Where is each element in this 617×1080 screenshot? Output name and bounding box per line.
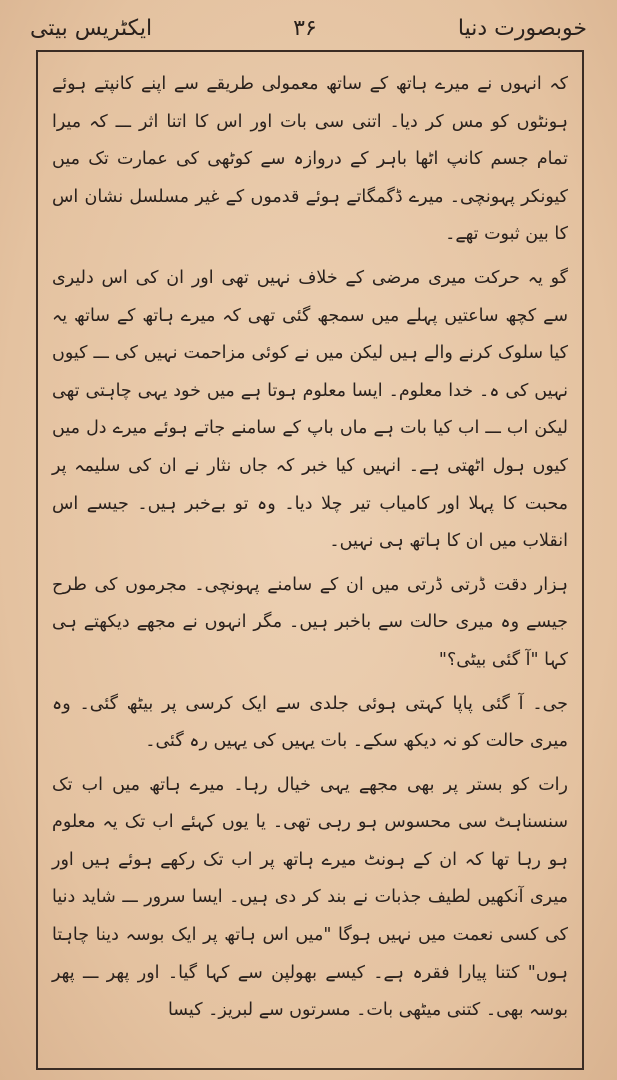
paragraph-3: ہزار دقت ڈرتی ڈرتی میں ان کے سامنے پہونچی۔ مجرموں کی طرح جیسے وہ میری حالت سے باخبر ہیں۔ مگر انہوں نے مجھے دیکھتے ہی کہا "آ گئی بیٹی؟" [52, 574, 568, 670]
paragraph-4: جی۔ آ گئی پاپا کہتی ہوئی جلدی سے ایک کرسی پر بیٹھ گئی۔ وہ میری حالت کو نہ دیکھ سکے۔ بات یہیں کی یہیں رہ گئی۔ [52, 693, 568, 752]
paragraph-1: کہ انہوں نے میرے ہاتھ کے ساتھ معمولی طریقے سے اپنے کانپتے ہوئے ہونٹوں کو مس کر دیا۔ اتنی سی بات اور اس کا اتنا اثر ـــ کہ میرا تمام جسم کانپ اٹھا باہر کے دروازہ سے کوٹھی کی عمارت تک میں کیونکر پہونچی۔ میرے ڈگمگاتے ہوئے قدموں کے غیر مسلسل نشان اس کا بین ثبوت تھے۔ [52, 74, 568, 245]
paragraph-2: گو یہ حرکت میری مرضی کے خلاف نہیں تھی اور ان کی اس دلیری سے کچھ ساعتیں پہلے میں سمجھ گئی تھی کہ میرے ہاتھ کے ساتھ یہ کیا سلوک کرنے والے ہیں لیکن میں نے کوئی مزاحمت نہیں کی ـــ کیوں نہیں کی ہ۔ خدا معلوم۔ ایسا معلوم ہوتا ہے میں خود یہی چاہتی تھی لیکن اب ـــ اب کیا بات ہے ماں باپ کے سامنے جاتے ہوئے میرے دل میں کیوں ہول اٹھتی ہے۔ انہیں کیا خبر کہ جاں نثار نے ان کی سلیمہ پر محبت کا پہلا اور کامیاب تیر چلا دیا۔ وہ تو بےخبر ہیں۔ جیسے اس انقلاب میں ان کا ہاتھ ہی نہیں۔ [52, 267, 568, 552]
page-header [30, 8, 587, 48]
page-number: ۳۶ [293, 15, 317, 41]
chapter-title: ایکٹریس بیتی [30, 15, 153, 41]
book-title: خوبصورت دنیا [457, 15, 587, 41]
text-frame [36, 50, 584, 1070]
paragraph-5: رات کو بستر پر بھی مجھے یہی خیال رہا۔ میرے ہاتھ میں اب تک سنسناہٹ سی محسوس ہو رہی تھی۔ یا یوں کہئے اب تک یہ معلوم ہو رہا تھا کہ ان کے ہونٹ میرے ہاتھ پر اب تک رکھے ہوئے ہیں اور میری آنکھیں لطیف جذبات نے بند کر دی ہیں۔ ایسا سرور ـــ شاید دنیا کی کسی نعمت میں نہیں ہوگا "میں اس ہاتھ پر ایک بوسہ دینا چاہتا ہوں" کتنا پیارا فقرہ ہے۔ کیسے بھولپن سے کہا گیا۔ اور پھر ـــ پھر بوسہ بھی۔ کتنی میٹھی بات۔ مسرتوں سے لبریز۔ کیسا [52, 774, 568, 1021]
